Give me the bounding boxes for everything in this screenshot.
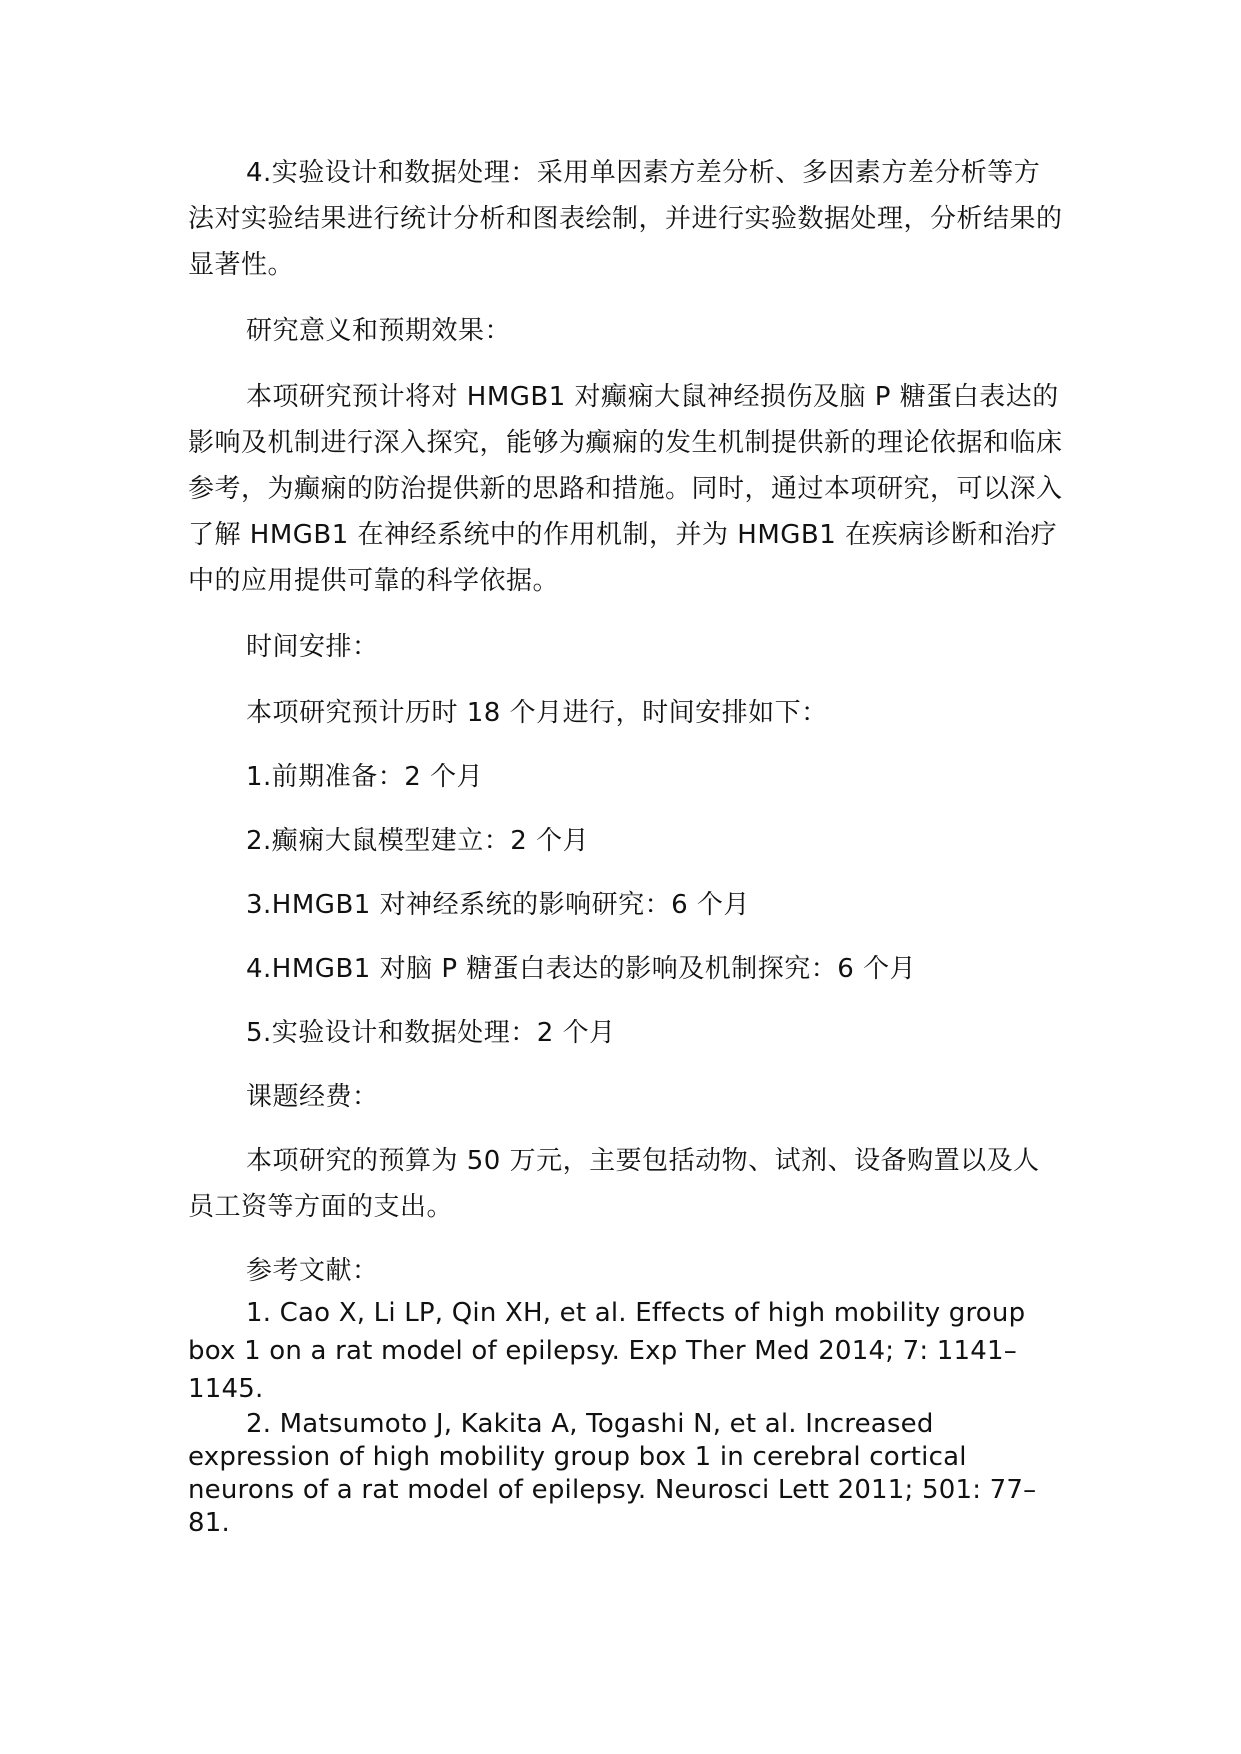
reference-item-2: 2. Matsumoto J, Kakita A, Togashi N, et al. Increased expression of high mobility group box 1 in cerebral cortical neurons of a rat model of epilepsy. Neurosci Lett 2011; 501: 77–81. — [188, 1409, 1037, 1538]
paragraph-schedule-intro: 本项研究预计历时 18 个月进行，时间安排如下： — [246, 698, 828, 728]
reference-item-1: 1. Cao X, Li LP, Qin XH, et al. Effects of high mobility group box 1 on a rat model of epilepsy. Exp Ther Med 2014; 7: 1141–1145. — [188, 1298, 1026, 1404]
schedule-item-4: 4.HMGB1 对脑 P 糖蛋白表达的影响及机制探究：6 个月 — [246, 954, 917, 984]
schedule-item-1: 1.前期准备：2 个月 — [246, 762, 484, 792]
schedule-item-3: 3.HMGB1 对神经系统的影响研究：6 个月 — [246, 890, 750, 920]
paragraph-significance: 本项研究预计将对 HMGB1 对癫痫大鼠神经损伤及脑 P 糖蛋白表达的影响及机制进行深入探究，能够为癫痫的发生机制提供新的理论依据和临床参考，为癫痫的防治提供新的思路和措施。同时，通过本项研究，可以深入了解 HMGB1 在神经系统中的作用机制，并为 HMGB1 在疾病诊断和治疗中的应用提供可靠的科学依据。 — [188, 382, 1063, 596]
paragraph-data-processing: 4.实验设计和数据处理：采用单因素方差分析、多因素方差分析等方法对实验结果进行统计分析和图表绘制，并进行实验数据处理，分析结果的显著性。 — [188, 158, 1063, 280]
heading-references: 参考文献： — [246, 1256, 379, 1286]
heading-significance: 研究意义和预期效果： — [246, 316, 512, 346]
paragraph-funding: 本项研究的预算为 50 万元，主要包括动物、试剂、设备购置以及人员工资等方面的支出。 — [188, 1146, 1040, 1222]
schedule-item-5: 5.实验设计和数据处理：2 个月 — [246, 1018, 616, 1048]
heading-schedule: 时间安排： — [246, 632, 379, 662]
heading-funding: 课题经费： — [246, 1082, 379, 1112]
document-body — [188, 150, 1063, 1540]
schedule-item-2: 2.癫痫大鼠模型建立：2 个月 — [246, 826, 590, 856]
